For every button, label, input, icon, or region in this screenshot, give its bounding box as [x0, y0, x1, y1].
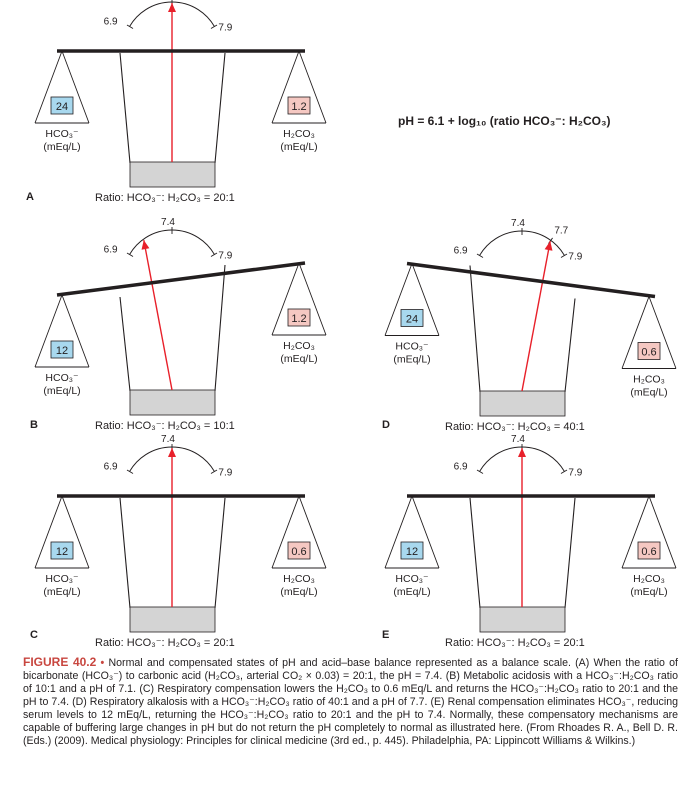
ph-arrow-head — [142, 240, 150, 250]
carbonic-label: H₂CO₃ — [283, 128, 315, 140]
bicarb-unit: (mEq/L) — [43, 385, 81, 397]
caption-text: Normal and compensated states of pH and acid–base balance represented as a balance scale. (A) When the ratio of bicarbonate (HCO₃⁻) to carbonic acid (H₂CO₃, arterial CO₂ × 0.03) = 20:1, the pH = 7.4. (B) Metabolic acidosis with a HCO₃⁻:H₂CO₃ ratio of 10:1 and a pH of 7.1. (C) Respiratory compensation lowers the H₂CO₃ to 0.6 mEq/L and returns the HCO₃⁻:H₂CO₃ ratio to 20:1 and the pH to 7.4. (D) Respiratory alkalosis with a HCO₃⁻:H₂CO₃ ratio of 40:1 and a pH of 7.7. (E) Renal compensation eliminates HCO₃⁻, reducing serum levels to 12 mEq/L, returning the HCO₃⁻:H₂CO₃ ratio to 20:1 and the pH to 7.4. Normally, these compensatory mechanisms are capable of buffering large changes in pH but do not return the pH completely to normal as illustrated here. (From Rhoades R. A., Bell D. R. (Eds.) (2009). Medical physiology: Principles for clinical medicine (3rd ed., p. 445). Philadelphia, PA: Lippincott Williams & Wilkins.) — [23, 657, 678, 747]
stand-right — [215, 53, 225, 163]
stand-right — [565, 498, 575, 608]
scale-label-mid: 7.4 — [161, 434, 175, 445]
ph-arrow-head — [168, 448, 176, 457]
bicarb-label: HCO₃⁻ — [45, 128, 79, 140]
carbonic-value: 0.6 — [291, 546, 307, 558]
bicarb-value: 12 — [55, 546, 69, 558]
figure-caption — [23, 656, 678, 748]
ph-arrow-head — [545, 241, 553, 251]
scale-label-low: 6.9 — [103, 16, 118, 28]
bicarb-value: 12 — [55, 345, 69, 357]
ratio-label: Ratio: HCO₃⁻: H₂CO₃ = 20:1 — [95, 192, 235, 204]
stand-right — [215, 265, 225, 391]
carbonic-label: H₂CO₃ — [633, 373, 665, 386]
scale-label-low: 6.9 — [453, 461, 468, 473]
scale-label-low: 6.9 — [103, 461, 118, 473]
scale-label-low: 6.9 — [453, 245, 468, 257]
scale-label-high: 7.9 — [568, 251, 583, 263]
carbonic-value: 0.6 — [641, 546, 657, 558]
panel-letter-e: E — [382, 629, 390, 641]
base-block — [480, 391, 565, 416]
ratio-label: Ratio: HCO₃⁻: H₂CO₃ = 20:1 — [445, 637, 585, 649]
bicarb-unit: (mEq/L) — [393, 586, 431, 598]
balance-panel-c — [35, 434, 326, 649]
scale-label-high: 7.9 — [218, 22, 233, 34]
scale-label-high: 7.9 — [568, 467, 583, 479]
bicarb-unit: (mEq/L) — [43, 586, 81, 598]
stand-left — [120, 297, 130, 391]
base-block — [130, 162, 215, 187]
balance-panel-b — [35, 217, 326, 432]
scale-label-extra: 7.7 — [554, 225, 569, 237]
panel-letter-c: C — [30, 629, 38, 641]
carbonic-unit: (mEq/L) — [280, 141, 318, 153]
bicarb-value: 24 — [55, 101, 69, 113]
panel-letter-b: B — [30, 419, 38, 431]
ph-arrow — [144, 240, 172, 390]
bicarb-label: HCO₃⁻ — [45, 573, 79, 585]
figure-label: FIGURE 40.2 — [23, 655, 97, 669]
ratio-label: Ratio: HCO₃⁻: H₂CO₃ = 10:1 — [95, 420, 235, 432]
carbonic-value: 0.6 — [641, 346, 657, 359]
scale-label-mid: 7.4 — [511, 434, 525, 445]
stand-right — [565, 299, 575, 393]
balance-panel-a — [35, 0, 326, 204]
balance-panel-d — [385, 218, 676, 433]
ph-arrow-head — [168, 3, 176, 12]
base-block — [480, 607, 565, 632]
carbonic-unit: (mEq/L) — [630, 386, 668, 399]
carbonic-label: H₂CO₃ — [633, 573, 665, 585]
scale-label-mid: 7.4 — [511, 218, 525, 229]
ratio-label: Ratio: HCO₃⁻: H₂CO₃ = 20:1 — [95, 637, 235, 649]
base-block — [130, 390, 215, 415]
carbonic-unit: (mEq/L) — [280, 353, 318, 365]
carbonic-label: H₂CO₃ — [283, 573, 315, 585]
bicarb-label: HCO₃⁻ — [395, 573, 429, 585]
panel-letter-d: D — [382, 419, 390, 431]
carbonic-value: 1.2 — [291, 101, 307, 113]
bicarb-unit: (mEq/L) — [43, 141, 81, 153]
caption-bullet: • — [100, 657, 105, 669]
ph-formula: pH = 6.1 + log₁₀ (ratio HCO₃⁻: H₂CO₃) — [398, 114, 611, 128]
bicarb-label: HCO₃⁻ — [395, 340, 429, 353]
balance-beam — [407, 264, 655, 297]
carbonic-unit: (mEq/L) — [280, 586, 318, 598]
stand-right — [215, 498, 225, 608]
scale-label-high: 7.9 — [218, 250, 233, 262]
bicarb-label: HCO₃⁻ — [45, 372, 79, 384]
balance-panel-e — [385, 434, 676, 649]
scale-label-mid: 7.4 — [161, 217, 175, 228]
scale-label-high: 7.9 — [218, 467, 233, 479]
carbonic-unit: (mEq/L) — [630, 586, 668, 598]
bicarb-unit: (mEq/L) — [393, 353, 431, 366]
base-block — [130, 607, 215, 632]
carbonic-label: H₂CO₃ — [283, 340, 315, 352]
stand-left — [470, 266, 480, 393]
stand-left — [120, 498, 130, 608]
panel-letter-a: A — [26, 191, 34, 203]
ph-arrow-head — [518, 448, 526, 457]
scale-label-low: 6.9 — [103, 244, 118, 256]
ph-arrow — [522, 241, 550, 391]
balance-beam — [57, 263, 305, 295]
bicarb-value: 12 — [405, 546, 419, 558]
stand-left — [120, 53, 130, 163]
ratio-label: Ratio: HCO₃⁻: H₂CO₃ = 40:1 — [445, 421, 585, 433]
carbonic-value: 1.2 — [291, 313, 307, 325]
stand-left — [470, 498, 480, 608]
bicarb-value: 24 — [405, 313, 419, 326]
